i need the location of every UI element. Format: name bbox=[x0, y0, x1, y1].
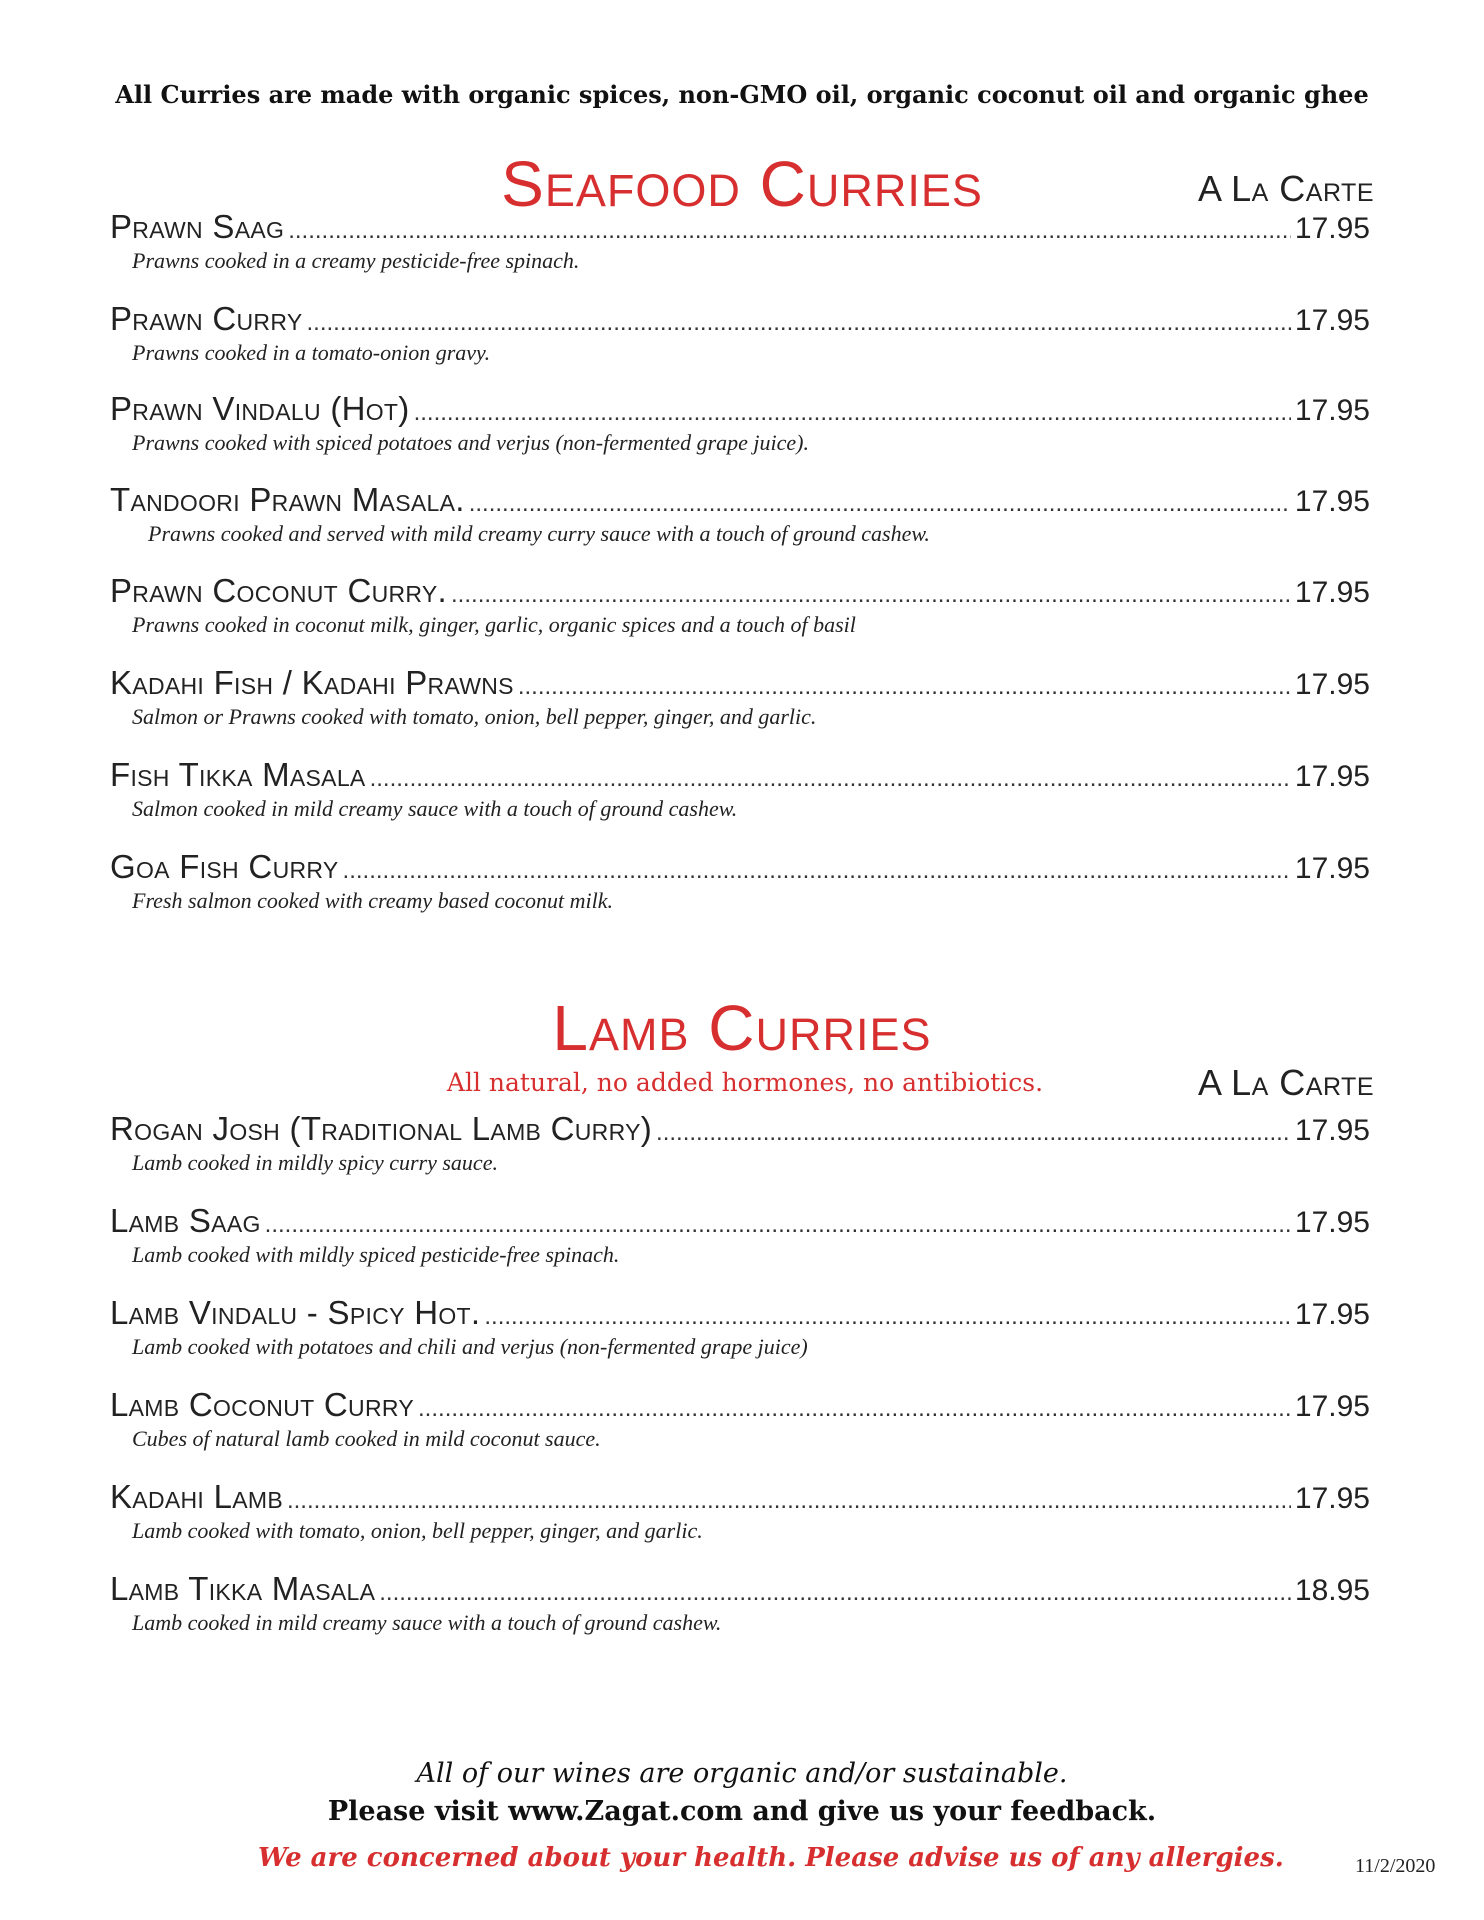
lamb-subtitle: All natural, no added hormones, no antibiotics. bbox=[446, 1068, 1044, 1097]
wines-note: All of our wines are organic and/or sustainable. bbox=[416, 1758, 1068, 1789]
item-price: 17.95 bbox=[1294, 1298, 1370, 1331]
dot-leader bbox=[418, 1395, 1291, 1423]
dot-leader bbox=[343, 857, 1291, 885]
item-price: 17.95 bbox=[1294, 485, 1370, 518]
item-price: 17.95 bbox=[1294, 1482, 1370, 1515]
item-price: 17.95 bbox=[1294, 1114, 1370, 1147]
menu-item bbox=[110, 1294, 1370, 1360]
item-description: Lamb cooked with potatoes and chili and verjus (non-fermented grape juice) bbox=[132, 1334, 808, 1359]
dot-leader bbox=[484, 1303, 1291, 1331]
item-description: Lamb cooked with mildly spiced pesticide-free spinach. bbox=[132, 1242, 620, 1267]
item-description: Cubes of natural lamb cooked in mild coconut sauce. bbox=[132, 1426, 601, 1451]
seafood-a-la-carte: A La Carte bbox=[1198, 168, 1374, 209]
dot-leader bbox=[518, 673, 1291, 701]
item-name: Kadahi Fish / Kadahi Prawns bbox=[110, 664, 514, 701]
feedback-note: Please visit www.Zagat.com and give us your feedback. bbox=[327, 1796, 1157, 1827]
dot-leader bbox=[451, 581, 1291, 609]
item-name: Prawn Vindalu (Hot) bbox=[110, 390, 410, 427]
item-description: Lamb cooked in mildly spicy curry sauce. bbox=[132, 1150, 498, 1175]
item-name: Tandoori Prawn Masala. bbox=[110, 481, 465, 518]
item-name: Rogan Josh (Traditional Lamb Curry) bbox=[110, 1110, 653, 1147]
item-name: Lamb Saag bbox=[110, 1202, 261, 1239]
menu-item bbox=[110, 756, 1370, 822]
item-name: Prawn Saag bbox=[110, 208, 285, 245]
dot-leader bbox=[288, 217, 1291, 245]
item-description: Lamb cooked in mild creamy sauce with a touch of ground cashew. bbox=[132, 1610, 722, 1635]
seafood-section-title: Seafood Curries bbox=[501, 148, 983, 220]
item-price: 17.95 bbox=[1294, 576, 1370, 609]
item-description: Prawns cooked with spiced potatoes and verjus (non-fermented grape juice). bbox=[132, 430, 809, 455]
dot-leader bbox=[306, 309, 1290, 337]
menu-item bbox=[110, 481, 1370, 547]
item-description: Prawns cooked in a tomato-onion gravy. bbox=[132, 340, 491, 365]
menu-item bbox=[110, 208, 1370, 274]
item-name: Prawn Coconut Curry. bbox=[110, 572, 448, 609]
item-price: 17.95 bbox=[1294, 394, 1370, 427]
menu-item bbox=[110, 848, 1370, 914]
menu-item bbox=[110, 664, 1370, 730]
menu-item bbox=[110, 1570, 1370, 1636]
item-price: 17.95 bbox=[1294, 760, 1370, 793]
item-name: Kadahi Lamb bbox=[110, 1478, 283, 1515]
item-price: 17.95 bbox=[1294, 668, 1370, 701]
item-description: Prawns cooked in coconut milk, ginger, garlic, organic spices and a touch of basil bbox=[132, 612, 856, 637]
dot-leader bbox=[414, 399, 1291, 427]
item-description: Salmon cooked in mild creamy sauce with a touch of ground cashew. bbox=[132, 796, 738, 821]
menu-item bbox=[110, 572, 1370, 638]
item-price: 17.95 bbox=[1294, 1390, 1370, 1423]
menu-item bbox=[110, 1478, 1370, 1544]
dot-leader bbox=[370, 765, 1291, 793]
allergy-note: We are concerned about your health. Please advise us of any allergies. bbox=[258, 1843, 1284, 1873]
item-price: 17.95 bbox=[1294, 1206, 1370, 1239]
menu-item bbox=[110, 1202, 1370, 1268]
top-note: All Curries are made with organic spices, non-GMO oil, organic coconut oil and organic ghee bbox=[115, 80, 1369, 109]
item-price: 17.95 bbox=[1294, 304, 1370, 337]
menu-item bbox=[110, 1386, 1370, 1452]
item-price: 18.95 bbox=[1294, 1574, 1370, 1607]
item-name: Lamb Vindalu - Spicy Hot. bbox=[110, 1294, 481, 1331]
item-description: Prawns cooked and served with mild creamy curry sauce with a touch of ground cashew. bbox=[148, 521, 930, 546]
item-name: Goa Fish Curry bbox=[110, 848, 339, 885]
dot-leader bbox=[379, 1579, 1291, 1607]
dot-leader bbox=[287, 1487, 1291, 1515]
item-price: 17.95 bbox=[1294, 212, 1370, 245]
item-description: Salmon or Prawns cooked with tomato, onion, bell pepper, ginger, and garlic. bbox=[132, 704, 817, 729]
item-description: Fresh salmon cooked with creamy based coconut milk. bbox=[132, 888, 614, 913]
menu-item bbox=[110, 1110, 1370, 1176]
item-description: Lamb cooked with tomato, onion, bell pepper, ginger, and garlic. bbox=[132, 1518, 703, 1543]
dot-leader bbox=[469, 490, 1291, 518]
item-name: Lamb Tikka Masala bbox=[110, 1570, 376, 1607]
menu-date: 11/2/2020 bbox=[1355, 1855, 1436, 1877]
menu-item bbox=[110, 300, 1370, 366]
item-name: Fish Tikka Masala bbox=[110, 756, 366, 793]
item-name: Prawn Curry bbox=[110, 300, 303, 337]
lamb-a-la-carte: A La Carte bbox=[1198, 1062, 1374, 1103]
item-price: 17.95 bbox=[1294, 852, 1370, 885]
lamb-section-title: Lamb Curries bbox=[552, 992, 932, 1064]
dot-leader bbox=[265, 1211, 1291, 1239]
dot-leader bbox=[656, 1119, 1291, 1147]
menu-item bbox=[110, 390, 1370, 456]
item-name: Lamb Coconut Curry bbox=[110, 1386, 415, 1423]
item-description: Prawns cooked in a creamy pesticide-free spinach. bbox=[132, 248, 580, 273]
